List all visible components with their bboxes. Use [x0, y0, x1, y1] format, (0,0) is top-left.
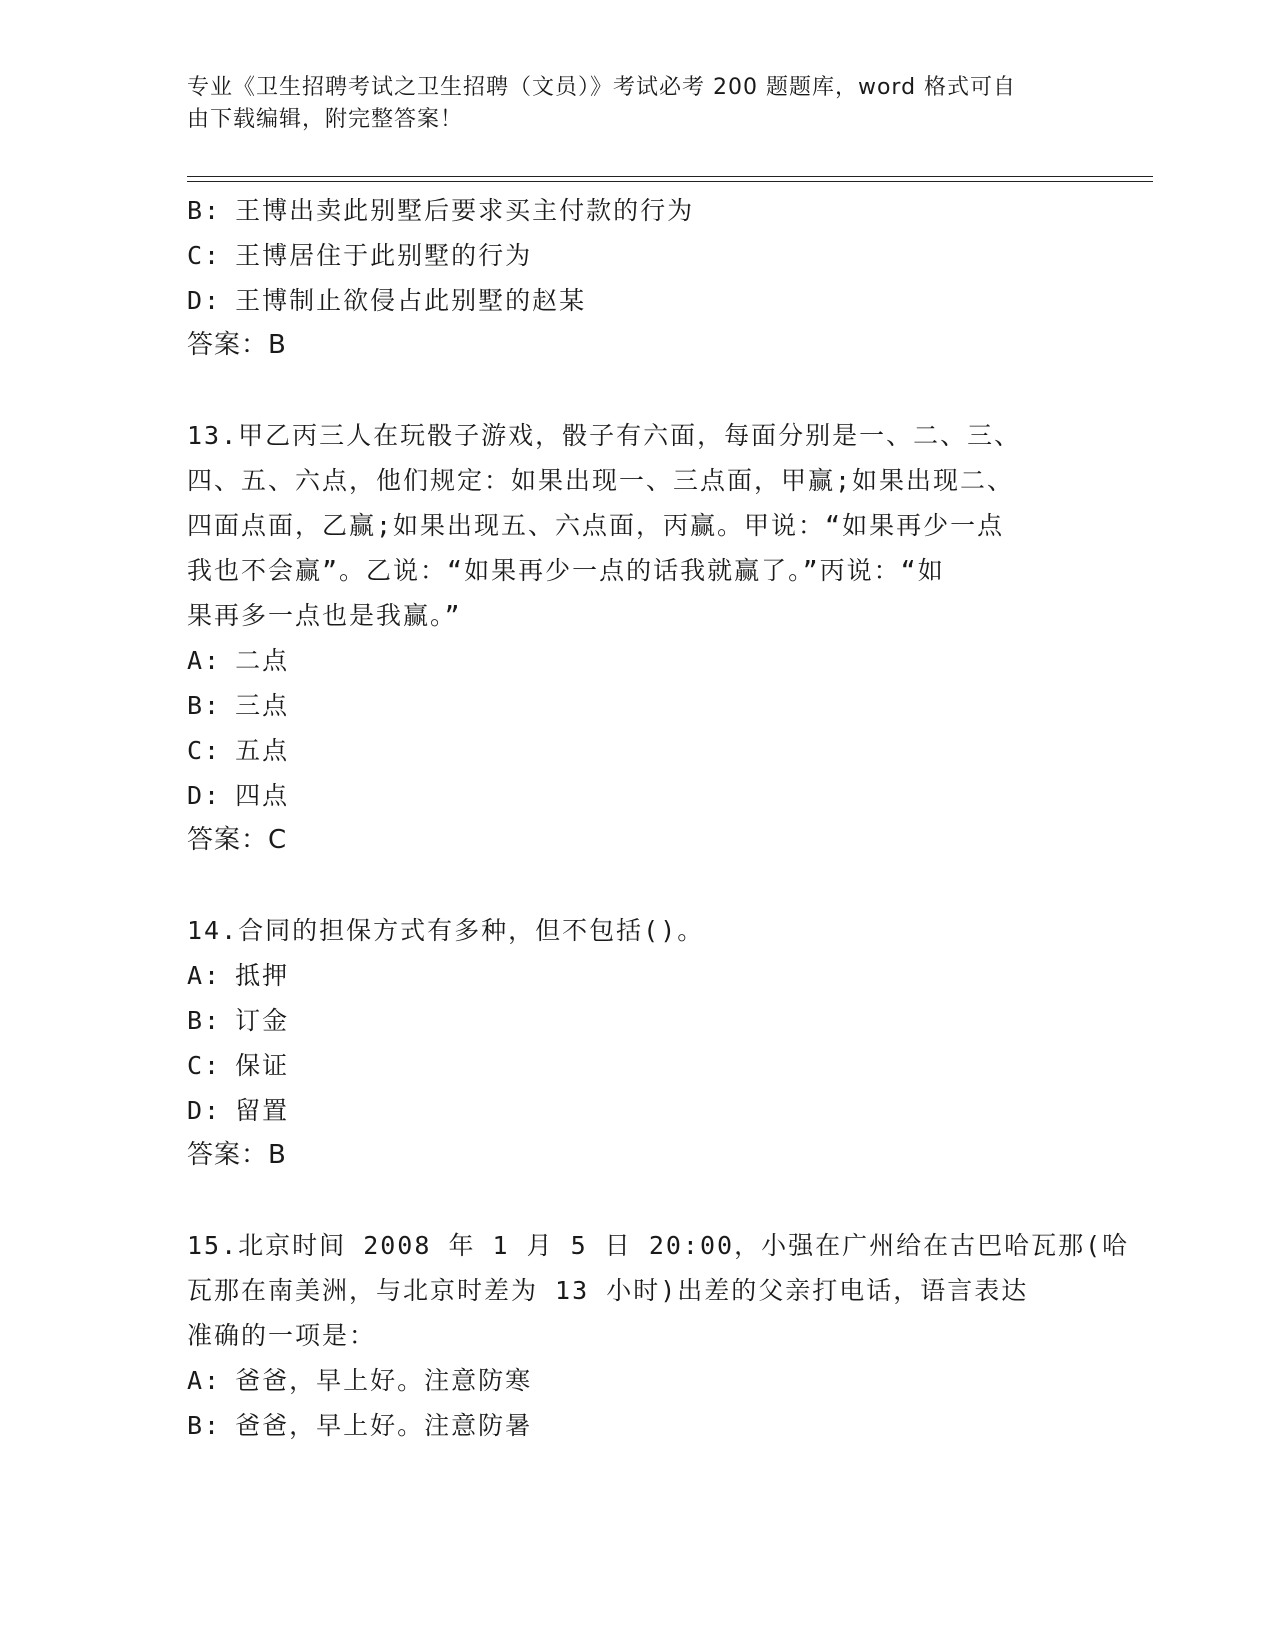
option-letter: B:	[187, 1006, 222, 1035]
option-d	[187, 773, 1067, 818]
option-a	[187, 1358, 1067, 1403]
option-text: 爸爸，早上好。注意防暑	[235, 1411, 533, 1440]
option-letter: D:	[187, 286, 222, 315]
spacer	[187, 368, 1067, 413]
answer-line: 答案：B	[187, 330, 287, 360]
spacer	[187, 863, 1067, 908]
answer-line: 答案：C	[187, 825, 288, 855]
question-line: 四、五、六点，他们规定：如果出现一、三点面，甲赢;如果出现二、	[187, 466, 1015, 495]
question-14	[187, 908, 1067, 1178]
option-letter: A:	[187, 646, 222, 675]
option-b	[187, 188, 1067, 233]
option-letter: D:	[187, 781, 222, 810]
option-text: 五点	[235, 736, 290, 765]
option-letter: B:	[187, 196, 222, 225]
option-c	[187, 233, 1067, 278]
question-text	[187, 908, 1067, 953]
option-text: 抵押	[235, 961, 290, 990]
question-content	[187, 188, 1130, 1448]
document-header	[187, 72, 1067, 136]
option-letter: D:	[187, 1096, 222, 1125]
question-line: 我也不会赢”。乙说：“如果再少一点的话我就赢了。”丙说：“如	[187, 556, 945, 585]
question-13	[187, 413, 1067, 863]
option-c	[187, 728, 1067, 773]
question-15	[187, 1223, 1130, 1448]
option-letter: A:	[187, 1366, 222, 1395]
option-text: 二点	[235, 646, 290, 675]
question-12-partial	[187, 188, 1067, 368]
option-b	[187, 1403, 1067, 1448]
option-b	[187, 998, 1067, 1043]
header-line-2: 由下载编辑，附完整答案！	[187, 107, 464, 132]
option-b	[187, 683, 1067, 728]
question-line: 果再多一点也是我赢。”	[187, 601, 462, 630]
option-letter: B:	[187, 691, 222, 720]
option-text: 保证	[235, 1051, 290, 1080]
option-text: 爸爸，早上好。注意防寒	[235, 1366, 533, 1395]
question-line: 14.合同的担保方式有多种，但不包括()。	[187, 916, 705, 945]
question-line: 四面点面，乙赢;如果出现五、六点面，丙赢。甲说：“如果再少一点	[187, 511, 1005, 540]
header-divider-top	[187, 176, 1153, 177]
option-text: 王博制止欲侵占此别墅的赵某	[235, 286, 587, 315]
answer-line: 答案：B	[187, 1140, 287, 1170]
option-letter: C:	[187, 241, 222, 270]
option-letter: C:	[187, 736, 222, 765]
question-line: 15.北京时间 2008 年 1 月 5 日 20:00，小强在广州给在古巴哈瓦那(哈	[187, 1231, 1130, 1260]
header-divider-bottom	[187, 181, 1153, 182]
option-d	[187, 278, 1067, 323]
header-line-1: 专业《卫生招聘考试之卫生招聘（文员）》考试必考 200 题题库，word 格式可自	[187, 75, 1017, 100]
question-text	[187, 413, 1067, 638]
option-c	[187, 1043, 1067, 1088]
spacer	[187, 1178, 1067, 1223]
option-d	[187, 1088, 1067, 1133]
option-text: 订金	[235, 1006, 290, 1035]
option-text: 王博居住于此别墅的行为	[235, 241, 533, 270]
option-letter: A:	[187, 961, 222, 990]
question-line: 瓦那在南美洲，与北京时差为 13 小时)出差的父亲打电话，语言表达	[187, 1276, 1029, 1305]
option-text: 四点	[235, 781, 290, 810]
question-text	[187, 1223, 1130, 1358]
option-a	[187, 638, 1067, 683]
question-line: 13.甲乙丙三人在玩骰子游戏，骰子有六面，每面分别是一、二、三、	[187, 421, 1022, 450]
option-letter: B:	[187, 1411, 222, 1440]
option-text: 留置	[235, 1096, 290, 1125]
option-text: 三点	[235, 691, 290, 720]
question-line: 准确的一项是：	[187, 1321, 377, 1350]
option-text: 王博出卖此别墅后要求买主付款的行为	[235, 196, 695, 225]
option-a	[187, 953, 1067, 998]
option-letter: C:	[187, 1051, 222, 1080]
